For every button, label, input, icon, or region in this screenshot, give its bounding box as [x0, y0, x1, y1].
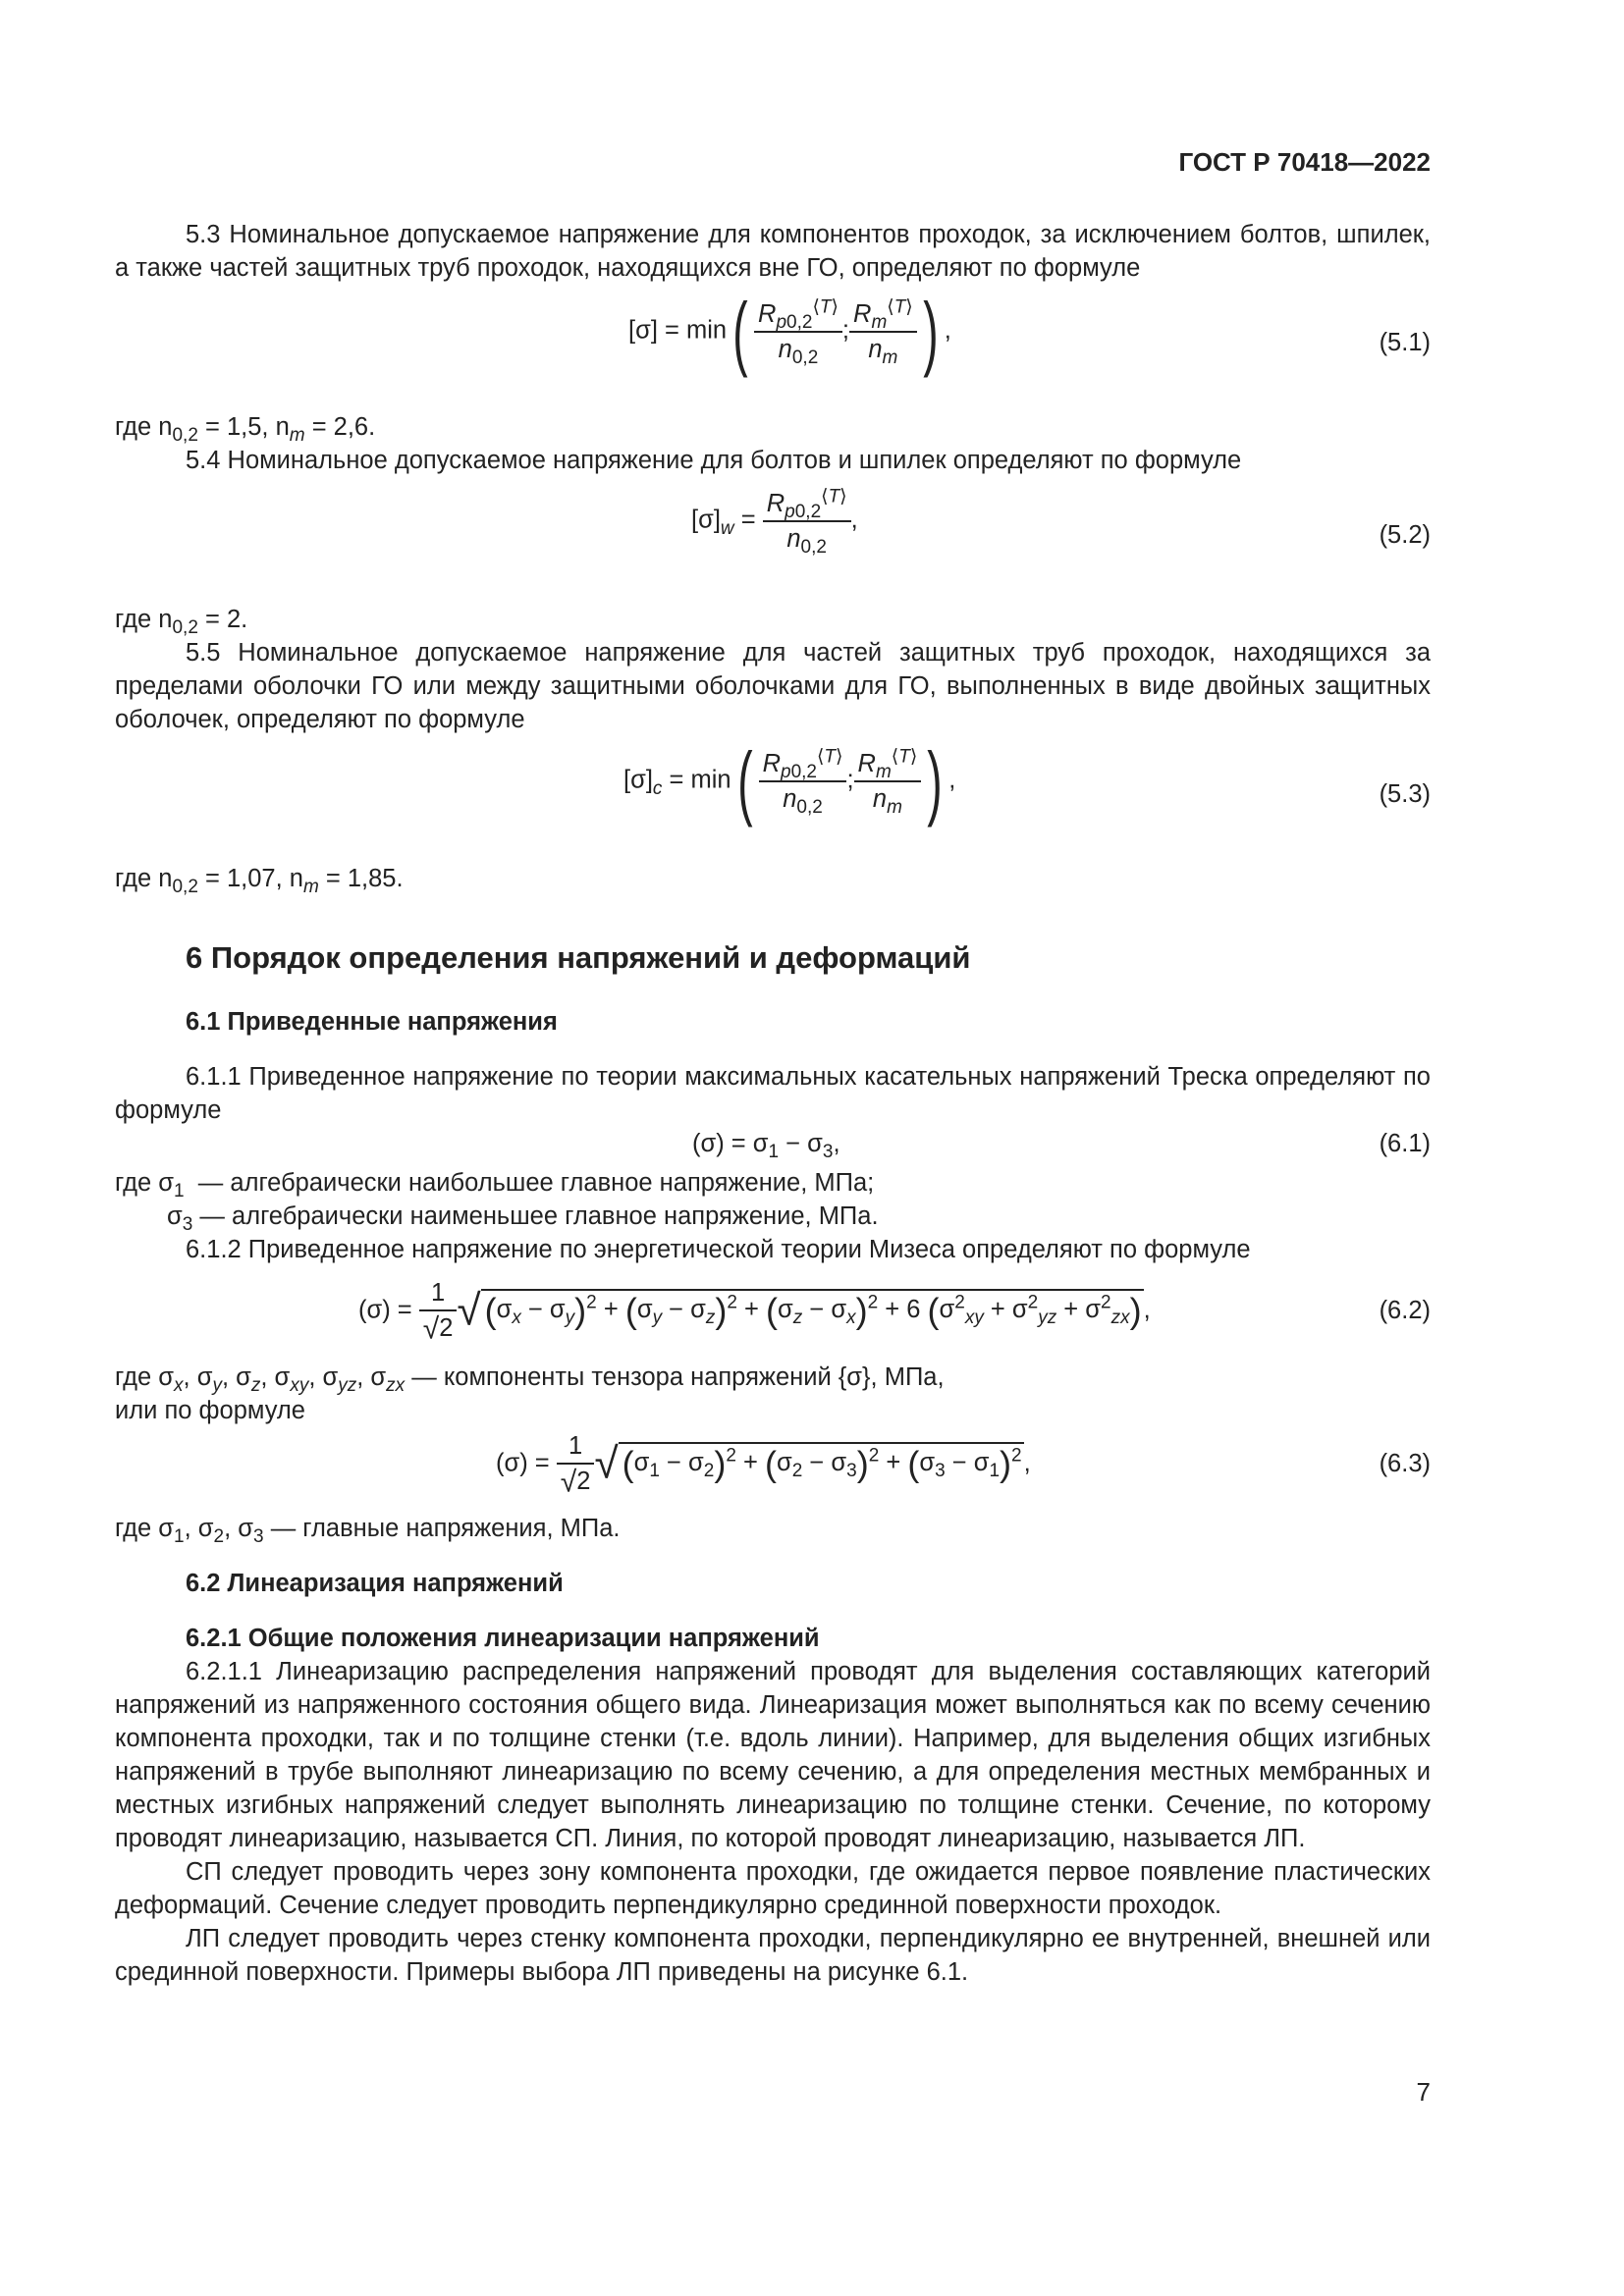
clause-6-1-2-where: где $\sigma_x$, $\sigma_y$, $\sigma_z$, $\sigma_{xy}$, $\sigma_{yz}$, $\sigma_{zx}$ — компоненты тензора напряжений {σ}, МПа, [115, 1363, 945, 1397]
equation-5-3 [115, 736, 1431, 862]
formula-5-1: [σ] = min( $\frac{R_{p0,2}^{⟨T⟩}}{n_{0,2}}$ ; $\frac{R_m^{⟨T⟩}}{n_m}$ ) , [628, 286, 951, 378]
clause-5-4-text: 5.4 Номинальное допускаемое напряжение для болтов и шпилек определяют по формуле [186, 447, 1242, 474]
equation-number: (5.3) [1379, 780, 1431, 808]
clause-5-5-where: где $n_{0,2} = 1,07$, $n_m = 1,85$. [115, 865, 404, 898]
clause-6-1-1-where-2: $\sigma_3$ — алгебраически наименьшее главное напряжение, МПа. [167, 1202, 879, 1236]
formula-5-3: $[\sigma]_c = \min$( $\frac{R_{p0,2}^{⟨T⟩}}{n_{0,2}}$ ; $\frac{R_m^{⟨T⟩}}{n_m}$ ) , [623, 735, 956, 828]
clause-6-1-1-where-1: где $\sigma_1$ — алгебраически наибольшее главное напряжение, МПа; [115, 1169, 875, 1202]
formula-6-3: (σ) = $\frac{1}{√2}$ √ $(\sigma_1 - \sigma_2)^2 + (\sigma_2 - \sigma_3)^2 + (\sigma_3 - \sigma_1)^2$, [496, 1429, 1031, 1499]
formula-5-2: $[\sigma]_w$ = $\frac{R_{p0,2}^{⟨T⟩}}{n_{0,2}}$ , [691, 486, 858, 559]
clause-6-2-1-1-text: 6.2.1.1 Линеаризацию распределения напряжений проводят для выделения составляющих категорий напряжений из напряженного состояния общего вида. Линеаризация может выполняться как по всему сечению компонента проходки, так и по толщине стенки (т.е. вдоль линии). Например, для выделения общих изгибных напряжений в трубе выполняют линеаризацию по всему сечению, а для определения местных мембранных и местных изгибных напряжений следует выполнять линеаризацию по толщине стенки. Сечение, по которому проводят линеаризацию, называется СП. Линия, по которой проводят линеаризацию, называется ЛП. [115, 1658, 1431, 1852]
clause-5-5-text: 5.5 Номинальное допускаемое напряжение для частей защитных труб проходок, находящихся за пределами оболочки ГО или между защитными оболочками для ГО, выполненных в виде двойных защитных оболочек, определяют по формуле [115, 639, 1431, 733]
equation-number: (6.1) [1379, 1130, 1431, 1157]
clause-6-1-2-where-3: где $\sigma_1$, $\sigma_2$, $\sigma_3$ — главные напряжения, МПа. [115, 1515, 621, 1548]
page-number: 7 [1416, 2077, 1431, 2107]
equation-6-2 [115, 1266, 1431, 1361]
equation-5-1 [115, 285, 1431, 410]
formula-6-2: (σ) = $\frac{1}{√2}$ √ $(\sigma_x - \sigma_y)^2 + (\sigma_y - \sigma_z)^2 + (\sigma_z - \sigma_x)^2 + 6$ $(\sigma^2_{xy} + \sigma^2_{yz} + \sigma^2_{zx})$, [358, 1276, 1151, 1346]
clause-6-1-2-text: 6.1.2 Приведенное напряжение по энергетической теории Мизеса определяют по формуле [186, 1236, 1251, 1263]
running-header: ГОСТ Р 70418—2022 [1178, 147, 1431, 177]
section-6-2-1-title: 6.2.1 Общие положения линеаризации напряжений [186, 1625, 820, 1652]
page-content [115, 218, 1431, 1989]
section-6-title: 6 Порядок определения напряжений и деформаций [186, 940, 971, 975]
equation-number: (5.2) [1379, 521, 1431, 549]
equation-5-2 [115, 477, 1431, 603]
paragraph-lp: ЛП следует проводить через стенку компонента проходки, перпендикулярно ее внутренней, внешней или срединной поверхности. Примеры выбора ЛП приведены на рисунке 6.1. [115, 1925, 1431, 1986]
or-formula-text: или по формуле [115, 1397, 305, 1424]
equation-number: (5.1) [1379, 329, 1431, 356]
clause-5-3-where: где $n_{0,2} = 1,5$, $n_m = 2,6$. [115, 413, 376, 447]
section-6-1-title: 6.1 Приведенные напряжения [186, 1008, 558, 1036]
equation-6-3 [115, 1427, 1431, 1512]
formula-6-1: $(\sigma) = \sigma_1 - \sigma_3$, [692, 1130, 840, 1163]
equation-number: (6.3) [1379, 1450, 1431, 1477]
equation-number: (6.2) [1379, 1297, 1431, 1324]
clause-5-4-where: где $n_{0,2} = 2$. [115, 606, 248, 639]
section-6-2-title: 6.2 Линеаризация напряжений [186, 1570, 564, 1597]
clause-5-3-text: 5.3 Номинальное допускаемое напряжение для компонентов проходок, за исключением болтов, шпилек, а также частей защитных труб проходок, находящихся вне ГО, определяют по формуле [115, 221, 1431, 282]
clause-6-1-1-text: 6.1.1 Приведенное напряжение по теории максимальных касательных напряжений Треска определяют по формуле [115, 1063, 1431, 1124]
equation-6-1 [115, 1127, 1431, 1166]
paragraph-sp: СП следует проводить через зону компонента проходки, где ожидается первое появление пластических деформаций. Сечение следует проводить перпендикулярно срединной поверхности проходок. [115, 1858, 1431, 1919]
